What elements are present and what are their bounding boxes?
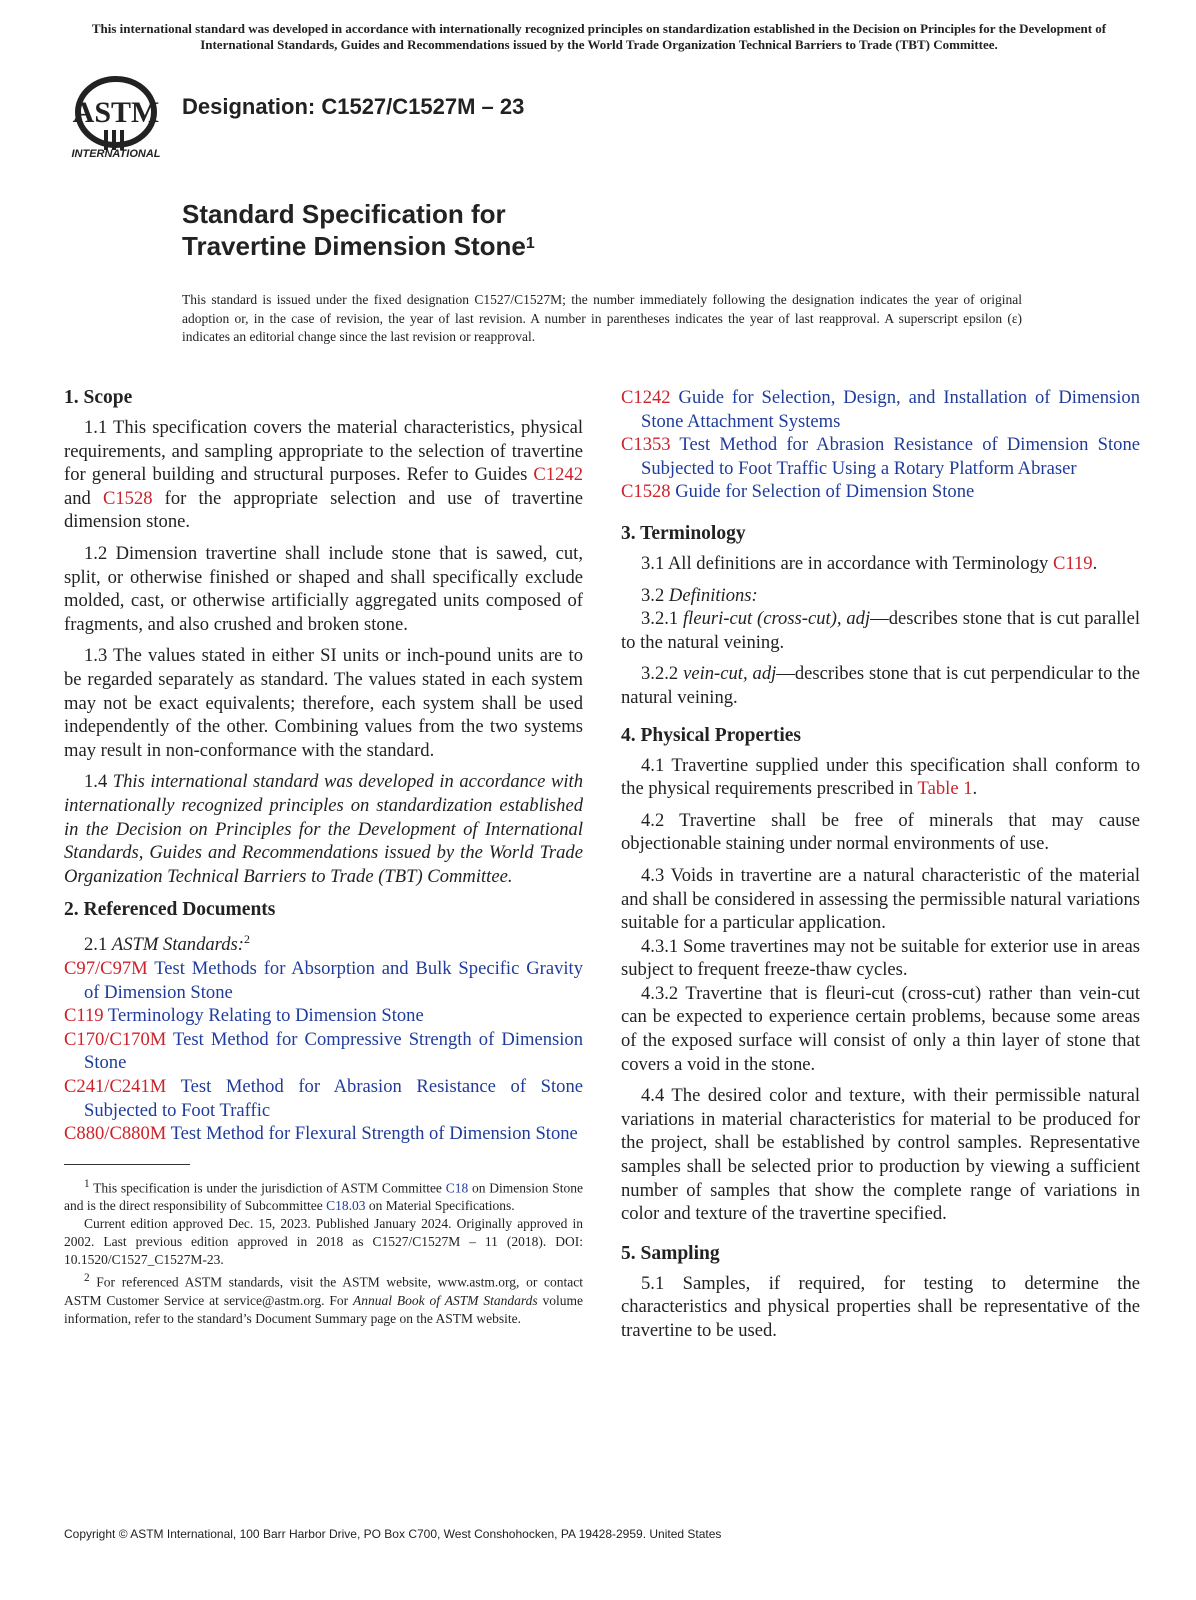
scope-1-1: 1.1 This specification covers the material characteristics, physical requirements, and sampling appropriate to the selection of travertine for general building and structural purposes. Refer to Guides C1242 and C1528 for the appropriate selection and use of travertine dimension stone. — [64, 417, 583, 533]
logo-international: INTERNATIONAL — [71, 148, 161, 160]
document-title — [182, 198, 535, 262]
sampling-5-1: 5.1 Samples, if required, for testing to determine the characteristics and physical properties shall be representative of the travertine to be used. — [621, 1272, 1140, 1341]
scope-1-3: 1.3 The values stated in either SI units or inch-pound units are to be regarded separately as standard. The values stated in each system may not be exact equivalents; therefore, each system shall be used independently of the other. Combining values from the two systems may result in non-conformance with the standard. — [64, 645, 583, 761]
terminology-heading: 3. Terminology — [621, 522, 746, 544]
issued-note: This standard is issued under the fixed designation C1527/C1527M; the number immediately following the designation indicates the year of original adoption or, in the case of revision, the year of last revision. A number in parentheses indicates the year of last reapproval. A superscript epsilon (ε) indicates an editorial change since the last revision or reapproval. — [182, 292, 1022, 344]
designation: Designation: C1527/C1527M – 23 — [182, 94, 525, 119]
link-table-1[interactable]: Table 1 — [917, 778, 973, 800]
physical-4-2: 4.2 Travertine shall be free of minerals that may cause objectionable staining under normal environments of use. — [621, 809, 1140, 855]
physical-heading: 4. Physical Properties — [621, 724, 801, 746]
physical-4-4: 4.4 The desired color and texture, with their permissible natural variations in material characteristics for material to be produced for the project, shall be established by control samples. Representative samples shall be selected prior to production by viewing a sufficient number of samples that show the complete range of variations in color and texture of the travertine specified. — [621, 1085, 1140, 1225]
ref-item-c119[interactable]: C119 Terminology Relating to Dimension Stone — [64, 1005, 424, 1027]
terminology-3-1: 3.1 All definitions are in accordance with Terminology C119. — [641, 552, 1098, 574]
astm-logo — [66, 72, 166, 168]
link-c1528[interactable]: C1528 — [102, 487, 153, 509]
link-c18[interactable]: C18 — [445, 1180, 469, 1196]
scope-heading: 1. Scope — [64, 387, 133, 408]
referenced-heading: 2. Referenced Documents — [64, 899, 276, 921]
ref-item-c1528[interactable]: C1528 Guide for Selection of Dimension Stone — [621, 481, 975, 503]
scope-1-4: 1.4 This international standard was developed in accordance with internationally recognized principles on standardization established in the Decision on Principles for the Development of International Standards, Guides and Recommendations issued by the World Trade Organization Technical Barriers to Trade (TBT) Committee. — [64, 771, 584, 887]
title-line-1: Standard Specification for — [182, 199, 506, 229]
footnote-1: $^1$ This specification is under the jurisdiction of ASTM Committee C18 on Dimension Stone and is the direct responsibility of Subcommittee C18.03 on Material Specifications. — [64, 1177, 583, 1214]
terminology-3-2-1: 3.2.1 fleuri-cut (cross-cut), adj—describes stone that is cut parallel to the natural veining. — [621, 608, 1140, 653]
logo-letters: ASTM — [72, 96, 160, 129]
ref-item-c170[interactable]: C170/C170M Test Method for Compressive Strength of Dimension Stone — [64, 1028, 583, 1074]
ref-item-c241[interactable]: C241/C241M Test Method for Abrasion Resistance of Stone Subjected to Foot Traffic — [64, 1076, 583, 1121]
ref-item-c97[interactable]: C97/C97M Test Methods for Absorption and Bulk Specific Gravity of Dimension Stone — [64, 958, 583, 1003]
physical-4-3: 4.3 Voids in travertine are a natural characteristic of the material and shall be considered in assessing the permissible natural variations suitable for a particular application. — [621, 864, 1140, 934]
footnote-1-edition: Current edition approved Dec. 15, 2023. Published January 2024. Originally approved in 2002. Last previous edition approved in 2018 as C1527/C1527M – 11 (2018). DOI: 10.1520/C1527_C1527M-23. — [64, 1216, 583, 1268]
tbt-notice: This international standard was developed in accordance with internationally recognized principles on standardization established in the Decision on Principles for the Development of International Standards, Guides and Recommendations issued by the World Trade Organization Technical Barriers to Trade (TBT) Committee. — [91, 21, 1107, 52]
link-c1242[interactable]: C1242 — [533, 464, 583, 486]
terminology-3-2-2: 3.2.2 vein-cut, adj—describes stone that is cut perpendicular to the natural veining. — [621, 663, 1140, 708]
footnote-rule — [64, 1164, 190, 1165]
right-column — [621, 386, 1140, 1351]
astm-standards-label: 2.1 ASTM Standards:$^2$ — [84, 932, 250, 956]
left-column — [64, 386, 583, 1328]
sampling-heading: 5. Sampling — [621, 1242, 720, 1264]
physical-4-3-2: 4.3.2 Travertine that is fleuri-cut (cross-cut) rather than vein-cut can be expected to experience certain problems, because some areas of the exposed surface will consist of only a thin layer of stone that covers a void in the stone. — [621, 982, 1140, 1075]
footnote-2: $^2$ For referenced ASTM standards, visit the ASTM website, www.astm.org, or contact ASTM Customer Service at service@astm.org. For Annual Book of ASTM Standards volume information, refer to the standard’s Document Summary page on the ASTM website. — [64, 1272, 583, 1326]
link-c119[interactable]: C119 — [1052, 552, 1093, 574]
ref-item-c880[interactable]: C880/C880M Test Method for Flexural Strength of Dimension Stone — [64, 1123, 578, 1145]
title-line-2: Travertine Dimension Stone — [182, 231, 526, 261]
ref-item-c1242[interactable]: C1242 Guide for Selection, Design, and Installation of Dimension Stone Attachment Systems — [621, 387, 1140, 432]
physical-4-3-1: 4.3.1 Some travertines may not be suitable for exterior use in areas subject to frequent freeze-thaw cycles. — [621, 935, 1140, 981]
link-c18-03[interactable]: C18.03 — [326, 1198, 366, 1214]
ref-item-c1353[interactable]: C1353 Test Method for Abrasion Resistance of Dimension Stone Subjected to Foot Traffic Using a Rotary Platform Abraser — [621, 434, 1140, 479]
scope-1-2: 1.2 Dimension travertine shall include stone that is sawed, cut, split, or otherwise finished or shaped and shall specifically exclude molded, cast, or otherwise artificially aggregated units composed of fragments, and also crushed and broken stone. — [64, 542, 583, 635]
copyright-footer: Copyright © ASTM International, 100 Barr Harbor Drive, PO Box C700, West Conshohocken, PA 19428-2959. United States — [64, 1527, 722, 1541]
physical-4-1: 4.1 Travertine supplied under this specification shall conform to the physical requirements prescribed in Table 1. — [621, 754, 1140, 800]
title-footnote-marker: 1 — [525, 235, 535, 252]
terminology-3-2: 3.2 Definitions: — [641, 584, 758, 606]
